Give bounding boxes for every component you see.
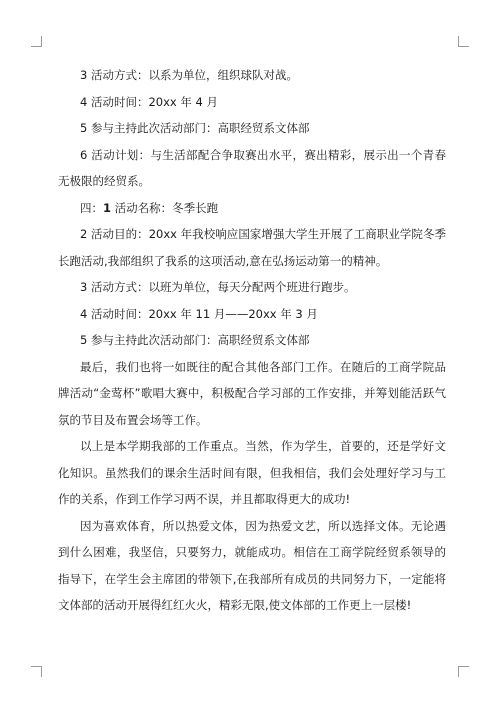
- text-paragraph-activity-purpose: 2 活动目的：20xx 年我校响应国家增强大学生开展了工商职业学院冬季长跑活动,我部组织了我系的这项活动,意在弘扬运动第一的精神。: [58, 227, 446, 268]
- section-heading-four: [58, 195, 446, 222]
- text-line-running-department: 5 参与主持此次活动部门：高职经贸系文体部: [80, 333, 310, 347]
- text-line-running-time: 4 活动时间：20xx 年 11 月——20xx 年 3 月: [80, 306, 318, 321]
- crop-mark-bottom-left: [31, 666, 42, 677]
- text-line-activity-method: 3 活动方式：以系为单位，组织球队对战。: [80, 68, 298, 82]
- text-line-activity-time: 4 活动时间：20xx 年 4 月: [80, 94, 218, 109]
- crop-mark-top-left: [31, 36, 42, 47]
- crop-mark-top-right: [458, 36, 469, 47]
- crop-mark-bottom-right: [458, 666, 469, 677]
- section-heading-prefix: 四：: [80, 200, 103, 215]
- document-body: [58, 62, 446, 619]
- text-paragraph-activity-plan: 6 活动计划：与生活部配合争取赛出水平，赛出精彩，展示出一个青春无极限的经贸系。: [58, 147, 446, 188]
- text-line-running-method: 3 活动方式：以班为单位，每天分配两个班进行跑步。: [80, 280, 356, 294]
- text-paragraph-focus: 以上是本学期我部的工作重点。当然，作为学生，首要的，还是学好文化知识。虽然我们的课余生活时间有限，但我相信，我们会处理好学习与工作的关系，作到工作学习两不误，并且都取得更大的成功!: [58, 439, 446, 506]
- text-paragraph-motivation: 因为喜欢体育，所以热爱文体，因为热爱文艺，所以选择文体。无论遇到什么困难，我坚信，只要努力，就能成功。相信在工商学院经贸系领导的指导下，在学生会主席团的带领下,在我部所有成员的共同努力下，一定能将文体部的活动开展得红红火火，精彩无限,使文体部的工作更上一层楼!: [58, 518, 446, 612]
- section-heading-number: 1: [103, 200, 112, 215]
- text-line-host-department: 5 参与主持此次活动部门：高职经贸系文体部: [80, 121, 310, 135]
- text-paragraph-closing: 最后，我们也将一如既往的配合其他各部门工作。在随后的工商学院品牌活动“金莺杯”歌唱大赛中，积极配合学习部的工作安排，并筹划能活跃气氛的节目及布置会场等工作。: [58, 359, 446, 427]
- section-heading-rest: 活动名称：冬季长跑: [111, 200, 219, 215]
